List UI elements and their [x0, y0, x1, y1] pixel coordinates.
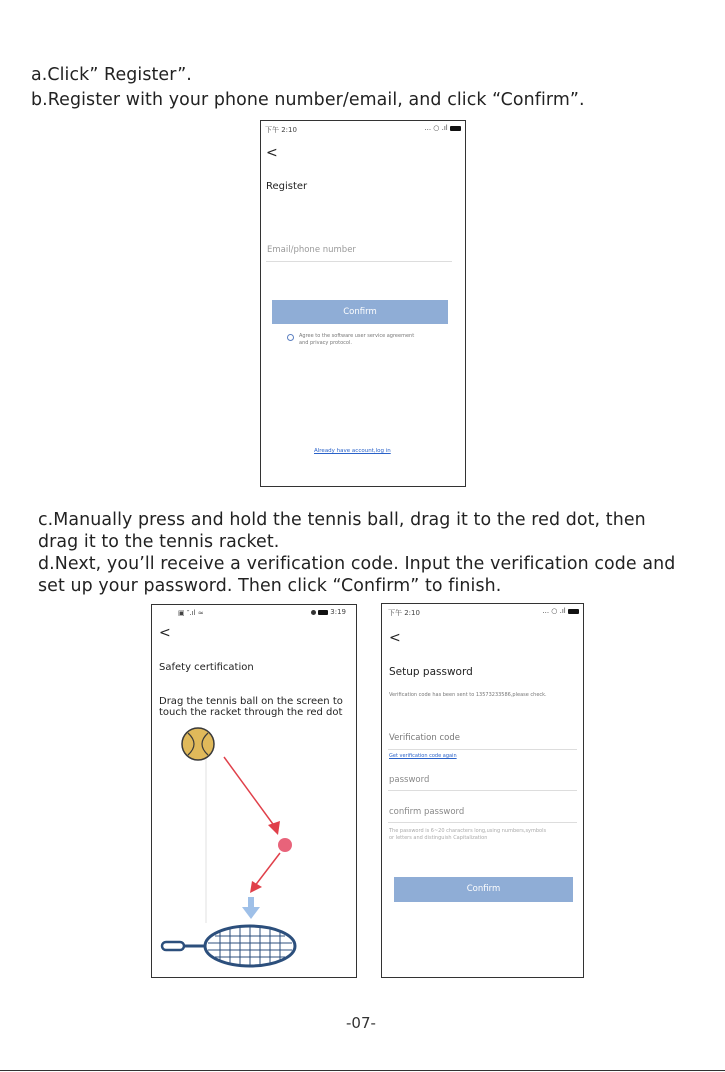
page-title: Safety certification [159, 662, 254, 673]
signal-icons: ... ○ .ıl [542, 607, 566, 615]
login-link[interactable]: Already have account,log in [314, 448, 391, 454]
arrow-head-1 [268, 821, 280, 835]
code-sent-notice: Verification code has been sent to 13573233586,please check. [389, 692, 547, 698]
back-icon[interactable]: < [389, 630, 401, 646]
instruction-line2: touch the racket through the red dot [159, 707, 343, 718]
instruction-d-line2: set up your password. Then click “Confirm” to finish. [38, 576, 502, 596]
status-time: 3:19 [330, 608, 346, 616]
setup-password-screen [381, 603, 584, 978]
battery-icon [450, 126, 461, 131]
red-dot[interactable] [278, 838, 292, 852]
arrow-to-dot [224, 757, 278, 831]
password-hint-line2: or letters and distinguish Capitalization [389, 835, 488, 841]
arrow-head-2 [250, 881, 262, 893]
agree-text-line1: Agree to the software user service agreement [299, 333, 415, 339]
status-icons [424, 124, 461, 132]
email-phone-input[interactable]: Email/phone number [267, 245, 356, 255]
back-icon[interactable]: < [159, 625, 171, 641]
safety-certification-screen [151, 604, 357, 978]
confirm-button[interactable]: Confirm [272, 300, 448, 324]
confirm-password-underline [388, 822, 577, 823]
status-time: 下午 2:10 [388, 609, 420, 617]
input-underline [266, 261, 452, 262]
password-input[interactable]: password [389, 775, 430, 785]
page-title: Register [266, 181, 308, 192]
confirm-password-input[interactable]: confirm password [389, 807, 465, 817]
status-icons [542, 607, 579, 615]
agree-checkbox-icon[interactable] [287, 334, 294, 341]
page-title: Setup password [389, 666, 473, 678]
verification-underline [388, 749, 577, 750]
instruction-c-line1: c.Manually press and hold the tennis ball, drag it to the red dot, then [38, 510, 646, 530]
instruction-c-line2: drag it to the tennis racket. [38, 532, 280, 552]
status-time: 下午 2:10 [265, 126, 297, 134]
tennis-ball-icon[interactable] [182, 728, 214, 760]
instruction-line1: Drag the tennis ball on the screen to [159, 696, 343, 707]
drag-puzzle-canvas [152, 605, 357, 978]
verification-code-input[interactable]: Verification code [389, 733, 460, 743]
instruction-a: a.Click” Register”. [31, 65, 192, 85]
back-icon[interactable]: < [266, 145, 278, 161]
confirm-button[interactable]: Confirm [394, 877, 573, 902]
agree-text-line2: and privacy protocol. [299, 340, 352, 346]
tennis-racket-icon [162, 926, 295, 966]
instruction-d-line1: d.Next, you’ll receive a verification code. Input the verification code and [38, 554, 676, 574]
page-number: -07- [346, 1014, 376, 1032]
arrow-to-racket [254, 853, 280, 887]
drop-arrow-icon [242, 897, 260, 919]
bottom-divider [0, 1070, 725, 1071]
password-hint-line1: The password is 6~20 characters long,using numbers,symbols [389, 828, 547, 834]
get-code-again-link[interactable]: Get verification code again [389, 753, 457, 759]
instruction-b: b.Register with your phone number/email, and click “Confirm”. [31, 90, 585, 110]
battery-icon [568, 609, 579, 614]
password-underline [388, 790, 577, 791]
status-left-icons: ▣ ″.ıl ≈ [178, 609, 204, 617]
signal-icons: ... ○ .ıl [424, 124, 448, 132]
register-screen [260, 120, 466, 487]
